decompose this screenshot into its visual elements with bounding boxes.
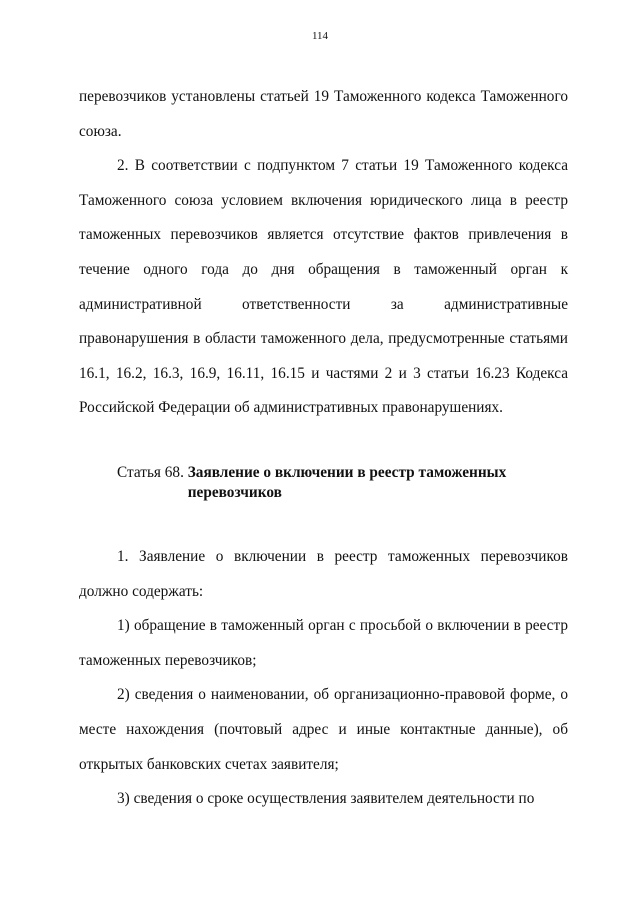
article-title: Заявление о включении в реестр таможенных перевозчиков	[187, 463, 507, 501]
paragraph-continuation: перевозчиков установлены статьей 19 Таможенного кодекса Таможенного союза.	[79, 88, 568, 140]
document-body	[79, 80, 568, 817]
article-label: Статья 68.	[117, 463, 188, 481]
list-item-3: 3) сведения о сроке осуществления заявителем деятельности по	[117, 790, 535, 808]
list-item-2: 2) сведения о наименовании, об организационно-правовой форме, о месте нахождения (почтовый адрес и иные контактные данные), об открытых банковских счетах заявителя;	[79, 686, 568, 773]
paragraph-item-1: 1. Заявление о включении в реестр таможенных перевозчиков должно содержать:	[79, 547, 568, 600]
article-heading	[117, 463, 568, 503]
list-item-1: 1) обращение в таможенный орган с просьбой о включении в реестр таможенных перевозчиков;	[79, 617, 568, 669]
paragraph-item-2: 2. В соответствии с подпунктом 7 статьи 19 Таможенного кодекса Таможенного союза условием включения юридического лица в реестр таможенных перевозчиков является отсутствие фактов привлечения в течение одного года до дня обращения в таможенный орган к административной ответственности за административные правонарушения в области таможенного дела, предусмотренные статьями 16.1, 16.2, 16.3, 16.9, 16.11, 16.15 и частями 2 и 3 статьи 16.23 Кодекса Российской Федерации об административных правонарушениях.	[79, 157, 568, 417]
page-number: 114	[311, 30, 329, 42]
